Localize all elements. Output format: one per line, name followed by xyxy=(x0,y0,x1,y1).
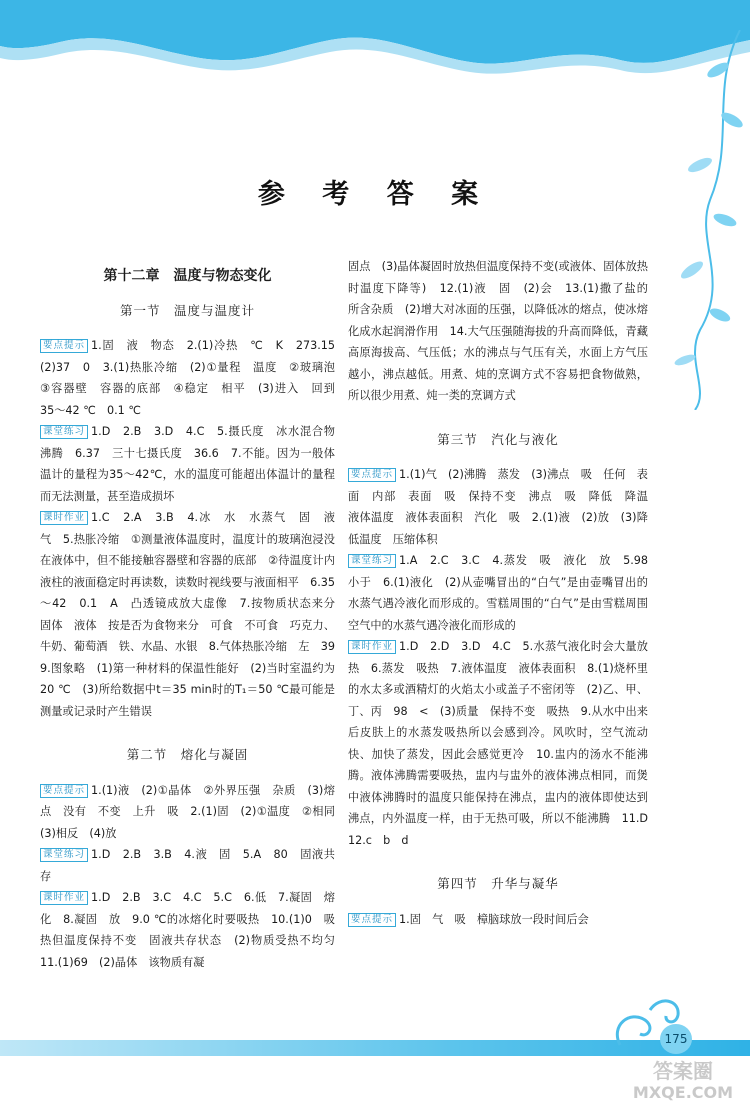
answer-text: 1.固 液 物态 2.(1)冷热 ℃ K 273.15 (2)37 0 3.(1)热胀冷缩 (2)①量程 温度 ②玻璃泡 ③容器壁 容器的底部 ④稳定 相平 (3)进入 回到 35～42 ℃ 0.1 ℃ xyxy=(40,339,347,417)
answer-text: 1.A 2.C 3.C 4.蒸发 吸 液化 放 5.98 小于 6.(1)液化 (2)从壶嘴冒出的“白气”是由壶嘴冒出的水蒸气遇冷液化而形成的。雪糕周围的“白气”是由雪糕周围空气中的水蒸气遇冷液化而形成的 xyxy=(348,554,660,632)
key-points-tag: 要点提示 xyxy=(40,339,88,353)
key-points-tag: 要点提示 xyxy=(40,784,88,798)
vine-decoration xyxy=(640,30,750,410)
watermark-line-1: 答案圈 xyxy=(653,1059,713,1083)
section-title-3: 第三节 汽化与液化 xyxy=(437,431,559,447)
answer-block xyxy=(40,421,347,507)
section-title-2: 第二节 熔化与凝固 xyxy=(126,747,249,762)
header-wave-decoration xyxy=(0,0,750,120)
left-column xyxy=(40,262,347,973)
answer-block xyxy=(40,507,347,722)
chapter-title: 第十二章 温度与物态变化 xyxy=(103,268,272,284)
answer-text: 1.C 2.A 3.B 4.冰 水 水蒸气 固 液 气 5.热胀冷缩 ①测量液体温度时，温度计的玻璃泡浸没在液体中，但不能接触容器壁和容器的底部 ②待温度计内液柱的液面稳定时再读数，读数时视线要与液面相平 6.35～42 0.1 A 凸透镜成放大虚像 7.按物质状态来分 固体 液体 按是否为食物来分 可食 不可食 巧克力、牛奶、葡萄酒 铁、水晶、水银 8.气体热胀冷缩 左 39 9.图象略 (1)第一种材料的保温性能好 (2)当时室温约为20 ℃ (3)所给数据中t＝35 min时的T₁＝50 ℃最可能是测量或记录时产生错误 xyxy=(40,511,347,718)
homework-tag: 课时作业 xyxy=(348,640,396,654)
answer-text: 1.D 2.B 3.C 4.C 5.C 6.低 7.凝固 熔化 8.凝固 放 9.0 ℃的冰熔化时要吸热 10.(1)0 吸热但温度保持不变 固液共存状态 (2)物质受热不均匀 11.(1)69 (2)晶体 该物质有凝 xyxy=(40,891,347,969)
answer-text: 固点 (3)晶体凝固时放热但温度保持不变(或液体、固体放热时温度下降等) 12.(1)液 固 (2)会 13.(1)撒了盐的 所含杂质 (2)增大对冰面的压强，以降低冰的熔点，使冰熔化成水起润滑作用 14.大气压强随海拔的升高而降低，青藏高原海拔高、气压低；水的沸点与气压有关，水面上方气压越小，沸点越低。用煮、炖的烹调方式不容易把食物做熟，所以很少用煮、炖一类的烹调方式 xyxy=(348,260,660,402)
answer-text: 1.D 2.B 3.B 4.液 固 5.A 80 固液共存 xyxy=(40,848,335,883)
answer-block xyxy=(40,887,347,973)
answer-block xyxy=(348,464,660,550)
watermark-line-2: MXQE.COM xyxy=(632,1083,734,1102)
key-points-tag: 要点提示 xyxy=(348,468,396,482)
answer-block xyxy=(348,550,660,636)
answer-text: 1.D 2.B 3.D 4.C 5.摄氏度 冰水混合物 沸腾 6.37 三十七摄氏度 36.6 7.不能。因为一般体温计的量程为35～42℃，水的温度可能超出体温计的量程而无法测量，甚至造成损坏 xyxy=(40,425,347,503)
key-points-tag: 要点提示 xyxy=(348,913,396,927)
class-practice-tag: 课堂练习 xyxy=(40,425,88,439)
answer-text: 1.(1)气 (2)沸腾 蒸发 (3)沸点 吸 任何 表面 内部 表面 吸 保持不变 沸点 吸 降低 降温 液体温度 液体表面积 汽化 吸 2.(1)液 (2)放 (3)降低温度 压缩体积 xyxy=(348,468,660,546)
answer-block xyxy=(40,844,335,887)
homework-tag: 课时作业 xyxy=(40,891,88,905)
answer-block xyxy=(40,780,347,845)
answer-block xyxy=(348,636,660,851)
right-column xyxy=(348,256,660,930)
answer-text: 1.(1)液 (2)①晶体 ②外界压强 杂质 (3)熔点 没有 不变 上升 吸 2.(1)固 (2)①温度 ②相同 (3)相反 (4)放 xyxy=(40,783,347,840)
section-title-1: 第一节 温度与温度计 xyxy=(119,302,255,318)
homework-tag: 课时作业 xyxy=(40,511,88,525)
answer-block xyxy=(348,909,648,931)
page-number: 175 xyxy=(660,1024,692,1054)
page-title: 参 考 答 案 xyxy=(257,179,493,210)
answer-block xyxy=(40,335,347,421)
watermark xyxy=(618,1060,748,1104)
answer-text: 1.固 气 吸 樟脑球放一段时间后会 xyxy=(399,912,589,926)
answer-text: 1.D 2.D 3.D 4.C 5.水蒸气液化时会大量放热 6.蒸发 吸热 7.液体温度 液体表面积 8.(1)烧杯里的水太多或酒精灯的火焰太小或盖子不密闭等 (2)乙、甲、丁、丙 98 < (3)质量 保持不变 吸热 9.从水中出来后皮肤上的水蒸发吸热所以会感到冷。风吹时，空气流动快、加快了蒸发，因此会感觉更冷 10.盅内的汤水不能沸腾。液体沸腾需要吸热，盅内与盅外的液体沸点相同，而煲中液体沸腾时的温度只能保持在沸点，盅内的液体即使达到沸点，内外温度一样，由于无热可吸，所以不能沸腾 11.D 12.c b d xyxy=(348,640,660,847)
class-practice-tag: 课堂练习 xyxy=(348,554,396,568)
section-title-4: 第四节 升华与凝华 xyxy=(437,876,559,891)
class-practice-tag: 课堂练习 xyxy=(40,848,88,862)
